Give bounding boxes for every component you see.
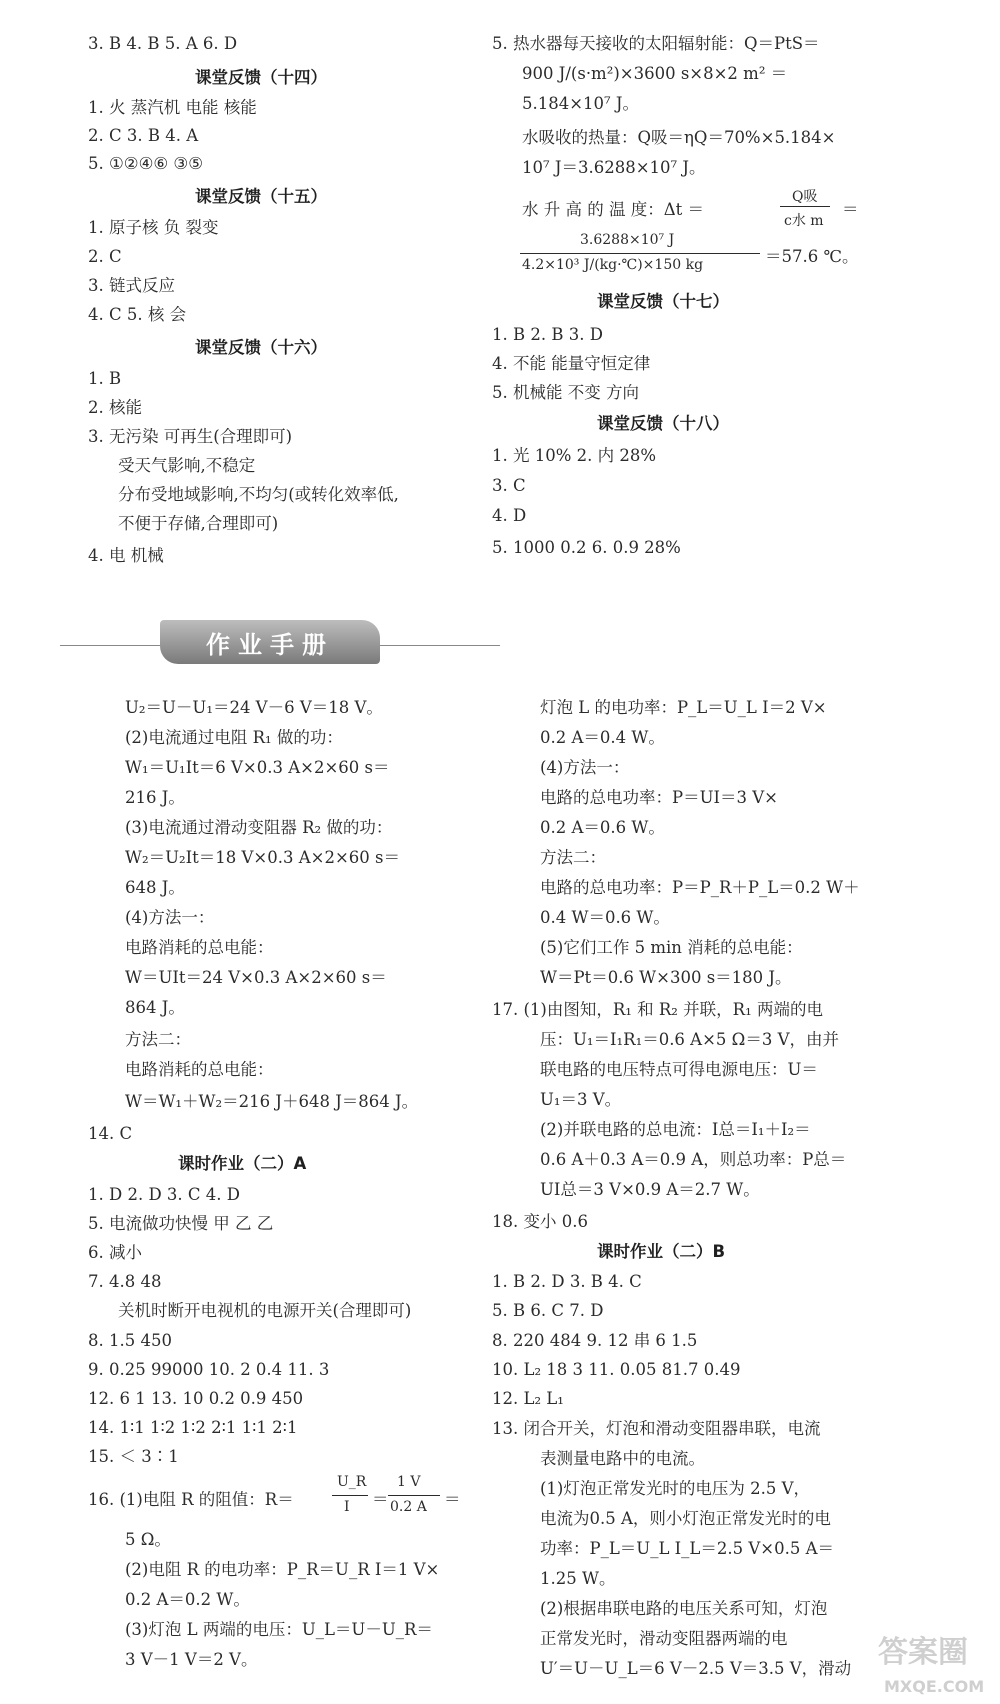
fraction-bar [520,253,760,254]
answer-line: 1. 光 10% 2. 内 28% [492,446,657,465]
equals-sign: ＝ [444,1490,461,1509]
answer-line: 电流为0.5 A，则小灯泡正常发光时的电 [540,1509,831,1528]
answer-line: 5. 热水器每天接收的太阳辐射能：Q＝PtS＝ [492,34,820,53]
answer-line: 10⁷ J＝3.6288×10⁷ J。 [522,158,706,177]
fraction-numerator: Q吸 [792,189,818,205]
answer-line: 电路的总电功率：P＝UI＝3 V× [540,788,779,807]
answer-line: (2)电流通过电阻 R₁ 做的功： [125,728,343,747]
answer-line: (4)方法一： [540,758,630,777]
answer-line: 216 J。 [125,788,185,807]
answer-line: 1. B [88,369,122,388]
answer-line: 电路消耗的总电能： [125,938,274,957]
answer-line: 方法二： [125,1030,191,1049]
answer-line: (2)根据串联电路的电压关系可知，灯泡 [540,1599,828,1618]
answer-line: 8. 220 484 9. 12 串 6 1.5 [492,1331,698,1350]
section-heading: 课堂反馈（十五） [195,187,327,206]
watermark-logo-text: 答案圈 [878,1635,968,1670]
fraction-denominator: I [344,1499,350,1515]
answer-line: 0.2 A＝0.6 W。 [540,818,665,837]
answer-line: 18. 变小 0.6 [492,1212,588,1231]
answer-line: 9. 0.25 99000 10. 2 0.4 11. 3 [88,1360,330,1379]
answer-line: 0.2 A＝0.4 W。 [540,728,665,747]
answer-line: 8. 1.5 450 [88,1331,172,1350]
answer-line: U₁＝3 V。 [540,1090,622,1109]
fraction-numerator: U_R [337,1474,367,1490]
answer-line: 3. 无污染 可再生(合理即可) [88,427,293,446]
answer-line: U₂＝U－U₁＝24 V－6 V＝18 V。 [125,698,383,717]
answer-line: 0.2 A＝0.2 W。 [125,1590,250,1609]
answer-line: 4. 电 机械 [88,546,164,565]
answer-line: 2. 核能 [88,398,142,417]
answer-line: U′＝U－U_L＝6 V－2.5 V＝3.5 V，滑动 [540,1659,852,1678]
fraction-denominator: c水 m [784,213,824,229]
answer-line: 灯泡 L 的电功率：P_L＝U_L I＝2 V× [540,698,827,717]
answer-line: W＝Pt＝0.6 W×300 s＝180 J。 [540,968,792,987]
answer-line: 5. ①②④⑥ ③⑤ [88,154,203,173]
answer-line: 4. 不能 能量守恒定律 [492,354,651,373]
answer-line: 13. 闭合开关，灯泡和滑动变阻器串联，电流 [492,1419,821,1438]
answer-line: 1.25 W。 [540,1569,616,1588]
fraction-bar [332,1495,368,1496]
answer-line: 1. 火 蒸汽机 电能 核能 [88,98,257,117]
answer-line: W₂＝U₂It＝18 V×0.3 A×2×60 s＝ [125,848,400,867]
answer-line: 5. B 6. C 7. D [492,1301,604,1320]
fraction-numerator: 1 V [397,1474,421,1490]
answer-line: 电路消耗的总电能： [125,1060,274,1079]
answer-line: 6. 减小 [88,1243,142,1262]
answer-line: 10. L₂ 18 3 11. 0.05 81.7 0.49 [492,1360,741,1379]
answer-line: 1. D 2. D 3. C 4. D [88,1185,240,1204]
answer-line: (3)电流通过滑动变阻器 R₂ 做的功： [125,818,393,837]
answer-line: 3. B 4. B 5. A 6. D [88,34,238,53]
answer-line: 7. 4.8 48 [88,1272,162,1291]
answer-line: 0.6 A＋0.3 A＝0.9 A，则总功率：P总＝ [540,1150,847,1169]
answer-line: 5 Ω。 [125,1530,171,1549]
answer-line: 17. (1)由图知，R₁ 和 R₂ 并联，R₁ 两端的电 [492,1000,823,1019]
answer-line: 16. (1)电阻 R 的阻值：R＝ [88,1490,294,1509]
answer-line: 14. C [88,1124,133,1143]
answer-line: 联电路的电压特点可得电源电压：U＝ [540,1060,818,1079]
answer-line: 受天气影响,不稳定 [118,456,256,475]
answer-line: (2)并联电路的总电流：I总＝I₁＋I₂＝ [540,1120,811,1139]
site-watermark [870,1620,990,1700]
answer-line: 正常发光时，滑动变阻器两端的电 [540,1629,788,1648]
answer-line: ＝57.6 ℃。 [765,247,859,266]
fraction-denominator: 4.2×10³ J/(kg·℃)×150 kg [522,257,704,273]
answer-line: 2. C 3. B 4. A [88,126,199,145]
fraction-numerator: 3.6288×10⁷ J [580,232,675,248]
answer-line: 3. C [492,476,526,495]
answer-line: 4. C 5. 核 会 [88,305,187,324]
section-heading: 课堂反馈（十七） [597,292,729,311]
answer-line: W₁＝U₁It＝6 V×0.3 A×2×60 s＝ [125,758,390,777]
answer-line: (4)方法一： [125,908,215,927]
answer-line: W＝W₁＋W₂＝216 J＋648 J＝864 J。 [125,1092,419,1111]
answer-line: 2. C [88,247,122,266]
watermark-url: MXQE.COM [884,1677,985,1696]
section-heading: 课时作业（二）A [178,1154,307,1173]
answer-line: 5.184×10⁷ J。 [522,94,640,113]
answer-line: 压：U₁＝I₁R₁＝0.6 A×5 Ω＝3 V，由并 [540,1030,839,1049]
answer-line: UI总＝3 V×0.9 A＝2.7 W。 [540,1180,760,1199]
answer-line: 12. 6 1 13. 10 0.2 0.9 450 [88,1389,304,1408]
answer-line: (2)电阻 R 的电功率：P_R＝U_R I＝1 V× [125,1560,440,1579]
answer-line: 电路的总电功率：P＝P_R＋P_L＝0.2 W＋ [540,878,860,897]
answer-line: W＝UIt＝24 V×0.3 A×2×60 s＝ [125,968,387,987]
answer-line: 5. 电流做功快慢 甲 乙 乙 [88,1214,274,1233]
answer-line: (5)它们工作 5 min 消耗的总电能： [540,938,803,957]
answer-line: 方法二： [540,848,606,867]
section-heading: 课堂反馈（十八） [597,414,729,433]
answer-line: 水吸收的热量：Q吸＝ηQ＝70%×5.184× [522,128,836,147]
equals-sign: ＝ [372,1490,389,1509]
section-heading: 课堂反馈（十四） [195,68,327,87]
fraction-bar [388,1495,440,1496]
answer-line: (1)灯泡正常发光时的电压为 2.5 V， [540,1479,811,1498]
answer-line: 分布受地域影响,不均匀(或转化效率低, [118,485,399,504]
answer-line: 0.4 W＝0.6 W。 [540,908,670,927]
answer-line: 功率：P_L＝U_L I_L＝2.5 V×0.5 A＝ [540,1539,835,1558]
answer-line: 14. 1∶1 1∶2 1∶2 2∶1 1∶1 2∶1 [88,1418,298,1437]
answer-line: 水 升 高 的 温 度：Δt ＝ [522,200,705,219]
fraction-denominator: 0.2 A [390,1499,427,1515]
answer-line: 3. 链式反应 [88,276,175,295]
answer-line: 648 J。 [125,878,185,897]
fraction-bar [780,206,830,207]
answer-line: 864 J。 [125,998,185,1017]
answer-line: 3 V－1 V＝2 V。 [125,1650,258,1669]
answer-line: 1. 原子核 负 裂变 [88,218,219,237]
section-heading: 课堂反馈（十六） [195,338,327,357]
answer-line: 不便于存储,合理即可) [118,514,279,533]
equals-sign: ＝ [842,200,859,219]
answer-line: 关机时断开电视机的电源开关(合理即可) [118,1301,412,1320]
answer-line: 12. L₂ L₁ [492,1389,564,1408]
answer-line: 1. B 2. D 3. B 4. C [492,1272,642,1291]
answer-line: 15. ＜ 3∶1 [88,1447,179,1466]
answer-line: 4. D [492,506,527,525]
answer-line: 5. 机械能 不变 方向 [492,383,639,402]
answer-line: 900 J/(s·m²)×3600 s×8×2 m² ＝ [522,64,788,83]
section-heading: 课时作业（二）B [597,1242,726,1261]
answer-line: 1. B 2. B 3. D [492,325,603,344]
answer-line: 5. 1000 0.2 6. 0.9 28% [492,538,681,557]
answer-line: (3)灯泡 L 两端的电压：U_L＝U－U_R＝ [125,1620,433,1639]
answer-line: 表测量电路中的电流。 [540,1449,705,1468]
section-banner: 作业手册 [160,620,380,664]
